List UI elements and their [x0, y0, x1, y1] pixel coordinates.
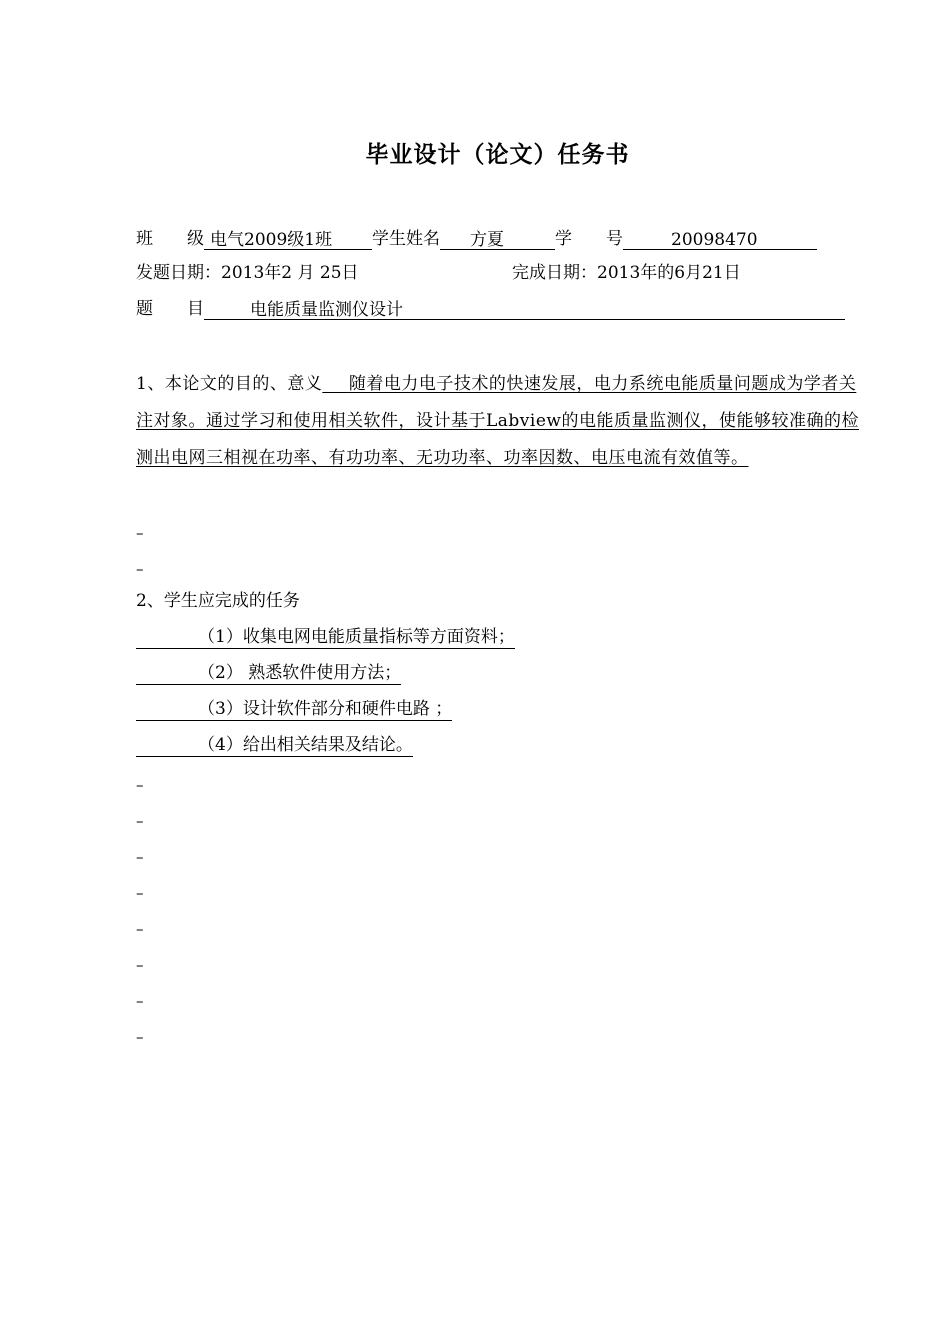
class-label: 班 级 [136, 229, 204, 249]
task-item: （4）给出相关结果及结论。 [136, 734, 413, 757]
info-row-3 [136, 298, 845, 320]
topic-field [204, 299, 845, 320]
dash-mark: – [136, 992, 144, 1010]
id-field [623, 229, 817, 250]
student-label: 学生姓名 [372, 229, 440, 249]
end-date: 完成日期：2013年的6月21日 [512, 263, 741, 283]
dash-mark: – [136, 920, 144, 938]
dash-mark: – [136, 776, 144, 794]
section-2-heading: 2、学生应完成的任务 [136, 591, 300, 611]
id-label: 学 号 [555, 229, 623, 249]
dash-mark: – [136, 1028, 144, 1046]
dash-mark: – [136, 848, 144, 866]
dash-mark: – [136, 884, 144, 902]
section-1-heading: 1、本论文的目的、意义 [136, 374, 323, 394]
task-item: （2） 熟悉软件使用方法； [136, 662, 401, 685]
dash-mark: – [136, 956, 144, 974]
page-title: 毕业设计（论文）任务书 [365, 142, 630, 168]
dash-mark: – [136, 524, 144, 542]
section-1-text: 随着电力电子技术的快速发展，电力系统电能质量问题成为学者关注对象。通过学习和使用相关软件，设计基于Labview的电能质量监测仪，使能够较准确的检测出电网三相视在功率、有功功率、无功功率、功率因数、电压电流有效值等。 [136, 374, 859, 468]
id-value: 20098470 [671, 230, 758, 250]
info-row-1 [136, 228, 817, 250]
topic-value: 电能质量监测仪设计 [250, 300, 403, 320]
dash-mark: – [136, 560, 144, 578]
student-field [440, 229, 555, 250]
topic-label: 题 目 [136, 299, 204, 319]
student-value: 方夏 [470, 230, 504, 250]
section-1 [136, 366, 860, 477]
start-date: 发题日期：2013年2 月 25日 [136, 263, 359, 283]
task-item: （3）设计软件部分和硬件电路 ； [136, 698, 452, 721]
dash-mark: – [136, 812, 144, 830]
class-value: 电气2009级1班 [210, 230, 333, 250]
task-item: （1）收集电网电能质量指标等方面资料； [136, 626, 515, 649]
class-field [204, 229, 372, 250]
